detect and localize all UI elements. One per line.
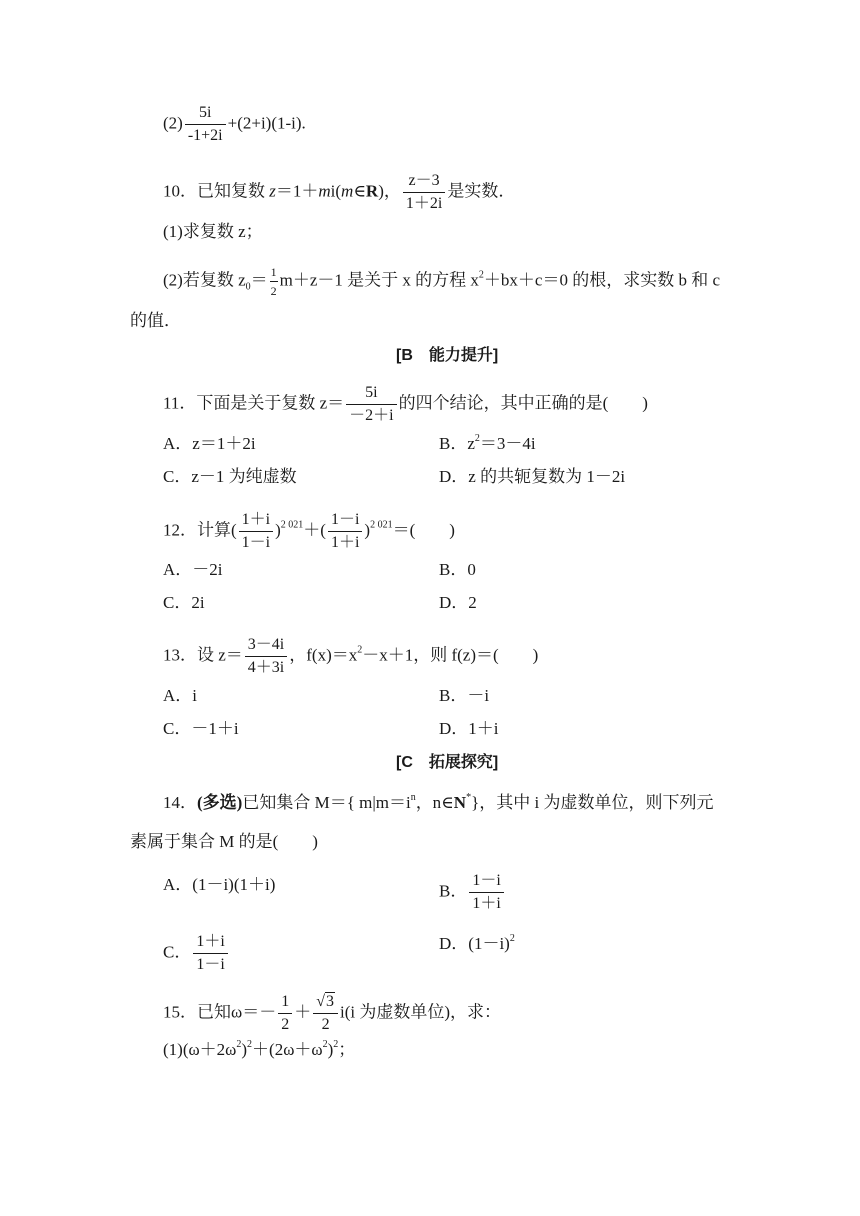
- q11-option-b[interactable]: B．$z^2=3-4i$: [439, 433, 536, 453]
- fraction: $\frac{1+i}{1-i}$: [193, 933, 227, 974]
- fraction: $\frac{1}{2}$: [270, 265, 277, 298]
- q11-option-d[interactable]: D．z 的共轭复数为 1－2i: [439, 467, 626, 486]
- fraction: $\frac{1}{2}$: [278, 993, 292, 1034]
- q10-sub1: (1)求复数 z；: [163, 222, 263, 241]
- q13-option-a[interactable]: A．i: [163, 686, 197, 705]
- q11-option-a[interactable]: A．z＝1＋2i: [163, 434, 256, 453]
- fraction: $\frac{5i}{-1+2i}$: [185, 104, 226, 145]
- q13-option-d[interactable]: D．1＋i: [439, 719, 499, 738]
- q14-option-d[interactable]: D．$(1-i)^2$: [439, 933, 515, 953]
- q9-part2: (2) $\frac{5i}{-1+2i}$ +(2+i)(1-i).: [163, 104, 306, 144]
- q11-stem: 11．下面是关于复数 z＝ $\frac{5i}{-2+i}$ 的四个结论，其中正确的是( ): [163, 384, 648, 424]
- fraction: $\frac{z-3}{1+2i}$: [403, 172, 445, 213]
- q10-sub2-cont: 的值．: [130, 311, 181, 330]
- q12-option-b[interactable]: B．0: [439, 560, 476, 579]
- q14-stem: 14．(多选)已知集合 M＝{ $m|m=i^n$，n∈N*}，其中 i 为虚数单位，则下列元: [163, 792, 714, 812]
- q12-option-d[interactable]: D．2: [439, 593, 477, 612]
- q12-option-a[interactable]: A．－2i: [163, 560, 223, 579]
- fraction: $\frac{√3}{2}$: [313, 993, 338, 1034]
- q12-option-c[interactable]: C．2i: [163, 593, 205, 612]
- q10-sub2: (2)若复数 $z_0=$ $\frac{1}{2}$ m＋z－1 是关于 x 的方程 $x^2+bx+c=0$ 的根，求实数 b 和 c: [163, 265, 720, 298]
- q13-option-b[interactable]: B．－i: [439, 686, 490, 705]
- q13-stem: 13．设 z＝ $\frac{3-4i}{4+3i}$ ，$f(x)=x^2-x+1$，则 f(z)＝( ): [163, 636, 539, 676]
- fraction: $\frac{1-i}{1+i}$: [328, 511, 362, 552]
- q15-stem: 15．已知ω＝－ $\frac{1}{2}$ ＋ $\frac{√3}{2}$ i(i 为虚数单位)，求：: [163, 993, 502, 1033]
- fraction: $\frac{1-i}{1+i}$: [469, 872, 503, 913]
- section-c-heading: [C 拓展探究]: [396, 754, 499, 771]
- q14-stem-cont: 素属于集合 M 的是( ): [130, 832, 318, 851]
- q13-option-c[interactable]: C．－1＋i: [163, 719, 239, 738]
- fraction: $\frac{1+i}{1-i}$: [239, 511, 273, 552]
- section-b-heading: [B 能力提升]: [396, 347, 499, 364]
- fraction: $\frac{3-4i}{4+3i}$: [245, 636, 287, 677]
- q12-stem: 12．计算( $\frac{1+i}{1-i}$ )$^{2 021}$＋( $\frac{1-i}{1+i}$ )$^{2 021}$＝( ): [163, 511, 455, 551]
- q10-stem: 10．已知复数 z＝1＋mi(m∈R)， $\frac{z-3}{1+2i}$ 是实数．: [163, 172, 516, 212]
- q14-option-a[interactable]: A．(1－i)(1＋i): [163, 875, 276, 894]
- q14-option-c[interactable]: C． $\frac{1+i}{1-i}$: [163, 933, 230, 974]
- q15-sub1: $(1)(\omega+2\omega^2)^2+(2\omega+\omega^2)^2$；: [163, 1039, 356, 1059]
- q14-option-b[interactable]: B． $\frac{1-i}{1+i}$: [439, 872, 506, 913]
- fraction: $\frac{5i}{-2+i}$: [346, 384, 396, 425]
- q11-option-c[interactable]: C．z－1 为纯虚数: [163, 467, 297, 486]
